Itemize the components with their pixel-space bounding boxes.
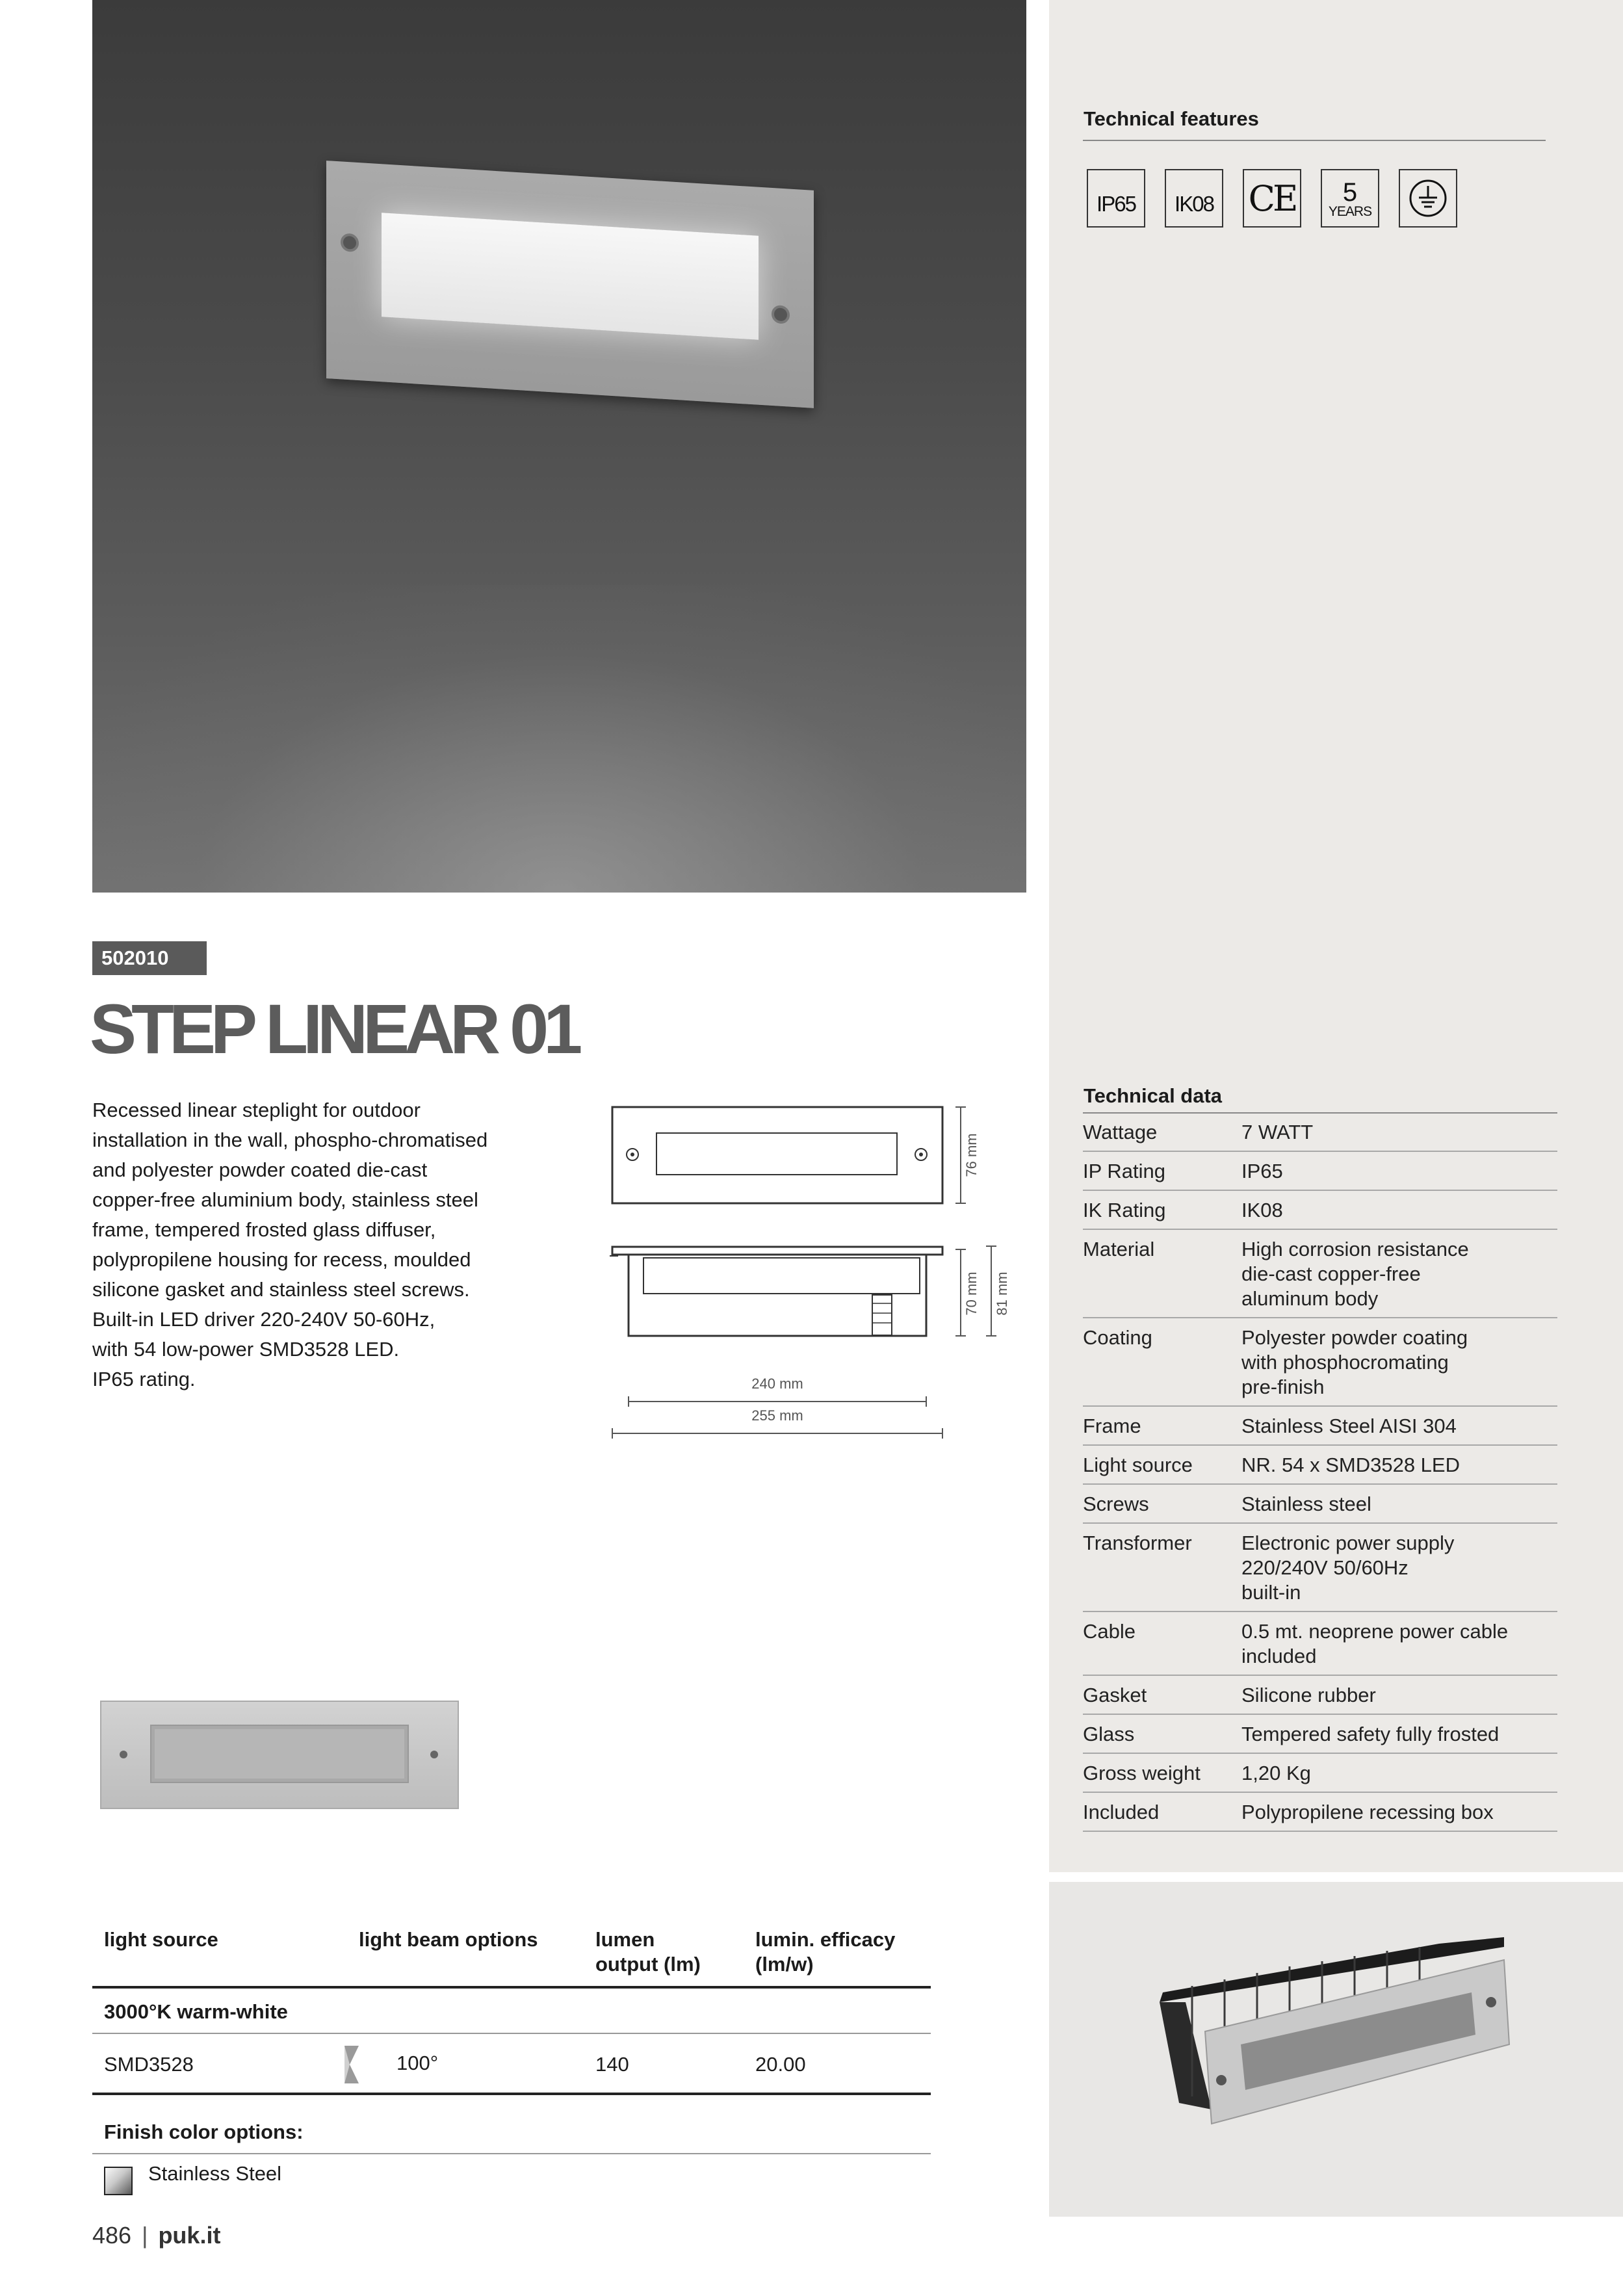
spec-key: Wattage	[1083, 1113, 1241, 1151]
spec-value: IP65	[1241, 1151, 1557, 1190]
table-row	[1083, 1445, 1557, 1484]
spec-value: NR. 54 x SMD3528 LED	[1241, 1445, 1557, 1484]
table-row	[1083, 1714, 1557, 1753]
table-row	[1083, 1151, 1557, 1190]
product-front-photo	[97, 1698, 461, 1812]
page-footer	[92, 2222, 220, 2249]
spec-key: IP Rating	[1083, 1151, 1241, 1190]
col-lumen: lumen output (lm)	[584, 1921, 744, 1987]
spec-value: 7 WATT	[1241, 1113, 1557, 1151]
spec-key: Frame	[1083, 1406, 1241, 1445]
spec-key: IK Rating	[1083, 1190, 1241, 1229]
side-panel-photo	[1049, 1882, 1623, 2217]
product-code: 502010	[92, 941, 207, 975]
spec-key: Gasket	[1083, 1675, 1241, 1714]
technical-data-title: Technical data	[1084, 1084, 1223, 1107]
earth-ground-icon	[1399, 169, 1457, 228]
table-row	[1083, 1523, 1557, 1611]
page-number: 486	[92, 2222, 132, 2249]
table-row	[1083, 1675, 1557, 1714]
dim-height-total: 81 mm	[994, 1272, 1010, 1316]
table-row	[1083, 1229, 1557, 1318]
hero-product-photo	[92, 0, 1026, 893]
spec-value: IK08	[1241, 1190, 1557, 1229]
product-title: STEP LINEAR 01	[90, 989, 578, 1068]
spec-key: Gross weight	[1083, 1753, 1241, 1792]
cell-source: SMD3528	[92, 2033, 347, 2094]
col-beam: light beam options	[347, 1921, 584, 1987]
technical-features-title: Technical features	[1084, 107, 1259, 130]
dim-height-body: 70 mm	[963, 1272, 980, 1316]
ik08-icon: IK08	[1165, 169, 1223, 228]
ce-mark-icon: CE	[1243, 169, 1301, 228]
technical-data-table	[1083, 1113, 1557, 1832]
table-row	[1083, 1792, 1557, 1831]
spec-value: 0.5 mt. neoprene power cable included	[1241, 1611, 1557, 1675]
warranty-5-years-icon: 5 YEARS	[1321, 169, 1379, 228]
table-row	[1083, 1113, 1557, 1151]
light-source-table	[92, 1921, 931, 2095]
frosted-diffuser	[382, 213, 759, 339]
table-row	[1083, 1611, 1557, 1675]
dim-width-total: 255 mm	[751, 1407, 803, 1424]
stainless-steel-swatch	[104, 2167, 133, 2195]
screw-icon	[772, 305, 790, 324]
spec-key: Coating	[1083, 1318, 1241, 1406]
spec-value: Silicone rubber	[1241, 1675, 1557, 1714]
spec-value: Electronic power supply 220/240V 50/60Hz built-in	[1241, 1523, 1557, 1611]
spec-key: Material	[1083, 1229, 1241, 1318]
table-row	[1083, 1406, 1557, 1445]
divider	[92, 2153, 931, 2154]
finish-label: Stainless Steel	[148, 2162, 282, 2185]
spec-value: Polyester powder coating with phosphocromating pre-finish	[1241, 1318, 1557, 1406]
table-row	[92, 2033, 931, 2094]
spec-value: Polypropilene recessing box	[1241, 1792, 1557, 1831]
spec-key: Screws	[1083, 1484, 1241, 1523]
dim-width-body: 240 mm	[751, 1376, 803, 1392]
color-temperature-group: 3000°K warm-white	[92, 1987, 931, 2033]
spec-value: Tempered safety fully frosted	[1241, 1714, 1557, 1753]
floor-light-glow	[92, 585, 1026, 893]
dimension-drawing	[604, 1092, 1033, 1443]
product-3d-photo	[1049, 1882, 1623, 2217]
divider	[1083, 140, 1546, 141]
cell-efficacy: 20.00	[744, 2033, 931, 2094]
spec-value: Stainless steel	[1241, 1484, 1557, 1523]
table-row	[1083, 1318, 1557, 1406]
spec-value: 1,20 Kg	[1241, 1753, 1557, 1792]
table-row	[1083, 1484, 1557, 1523]
table-row	[1083, 1190, 1557, 1229]
spec-value: Stainless Steel AISI 304	[1241, 1406, 1557, 1445]
spec-key: Transformer	[1083, 1523, 1241, 1611]
product-description: Recessed linear steplight for outdoor installation in the wall, phospho-chromatised and polyester powder coated die-cast copper-free aluminium body, stainless steel frame, tempered frosted glass diffuser, polypropilene housing for recess, moulded silicone gasket and stainless steel screws. Built-in LED driver 220-240V 50-60Hz, with 54 low-power SMD3528 LED. IP65 rating.	[92, 1099, 488, 1390]
site-link[interactable]: puk.it	[158, 2222, 221, 2249]
spec-key: Cable	[1083, 1611, 1241, 1675]
spec-key: Included	[1083, 1792, 1241, 1831]
spec-value: High corrosion resistance die-cast copper-free aluminum body	[1241, 1229, 1557, 1318]
spec-key: Glass	[1083, 1714, 1241, 1753]
dim-height-front: 76 mm	[963, 1133, 980, 1177]
col-efficacy: lumin. efficacy (lm/w)	[744, 1921, 931, 1987]
screw-icon	[341, 233, 359, 252]
cell-beam: 100°	[347, 2033, 584, 2094]
finish-title: Finish color options:	[104, 2120, 304, 2143]
ip65-icon: IP65	[1087, 169, 1145, 228]
table-row	[1083, 1753, 1557, 1792]
steplight-plate	[326, 161, 814, 408]
footer-separator: |	[142, 2222, 148, 2249]
cell-lumen: 140	[584, 2033, 744, 2094]
beam-angle-icon	[344, 2046, 360, 2083]
col-light-source: light source	[92, 1921, 347, 1987]
spec-key: Light source	[1083, 1445, 1241, 1484]
